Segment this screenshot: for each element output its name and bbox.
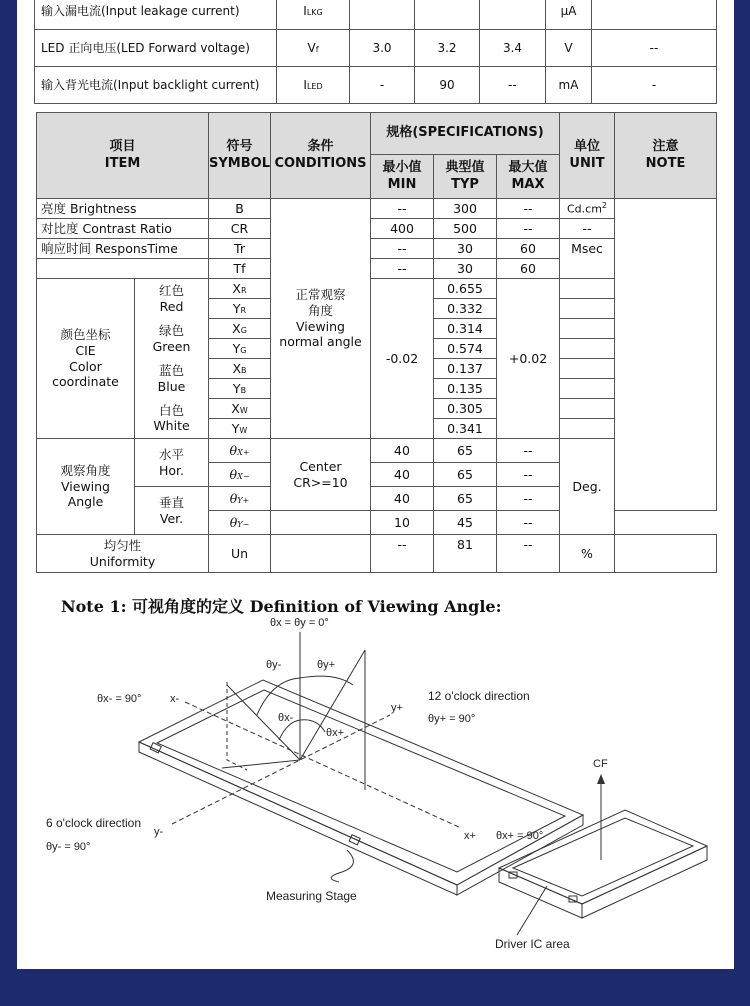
typ-cell	[415, 0, 480, 30]
typ-cell: 30	[434, 239, 497, 259]
condition-line2: CR>=10	[293, 474, 348, 490]
max-cell: --	[497, 439, 560, 463]
unit-cell: Msec	[560, 239, 615, 279]
cf-arrow-head	[597, 774, 605, 784]
symbol-cell: Un	[209, 535, 271, 573]
typ-cell: 500	[434, 219, 497, 239]
header-item	[37, 113, 209, 199]
min-cell: 40	[371, 487, 434, 511]
symbol-text: I	[303, 3, 307, 18]
typ-cell: 0.314	[434, 319, 497, 339]
label-x-minus: x-	[170, 693, 180, 705]
max-cell: --	[480, 67, 546, 104]
param-cell	[35, 0, 277, 30]
unit-cell	[560, 279, 615, 299]
symbol-text: V	[307, 40, 316, 55]
label-theta-y-minus: θy-	[266, 659, 282, 671]
symbol-text: Y	[232, 380, 241, 396]
note-title: Note 1: 可视角度的定义 Definition of Viewing Angle:	[61, 597, 502, 616]
note-cell	[615, 199, 717, 511]
min-cell: 400	[371, 219, 434, 239]
param-text: 输入漏电流(Input leakage current)	[41, 3, 240, 18]
note-cell	[615, 535, 717, 573]
label-theta-y-plus: θy+	[317, 659, 336, 671]
unit-cell	[560, 399, 615, 419]
hor-cell	[135, 439, 209, 487]
symbol-text: X	[231, 400, 240, 416]
condition-en1: Viewing	[296, 318, 345, 334]
typ-cell: 0.135	[434, 379, 497, 399]
header-unit-cn: 单位	[573, 139, 600, 155]
ver-cn: 垂直	[158, 494, 184, 510]
label-cf: CF	[593, 758, 608, 770]
symbol-text: X	[232, 320, 241, 336]
label-top: θx = θy = 0°	[270, 617, 329, 629]
ver-en: Ver.	[159, 510, 184, 526]
condition-cell	[271, 535, 371, 573]
stage-front-edge	[139, 742, 457, 895]
uniformity-cn: 均匀性	[103, 537, 142, 553]
hor-en: Hor.	[158, 462, 184, 478]
header-min-cn: 最小值	[382, 160, 422, 176]
unit-cell	[560, 379, 615, 399]
max-cell: +0.02	[497, 279, 560, 439]
symbol-text: Y	[232, 300, 241, 316]
symbol-cell	[209, 419, 271, 439]
header-item-en: ITEM	[104, 155, 141, 171]
table-row	[37, 535, 717, 573]
symbol-cell: B	[209, 199, 271, 219]
header-conditions-en: CONDITIONS	[274, 155, 367, 171]
symbol-sub: G	[240, 345, 247, 355]
symbol-sub: B	[240, 385, 247, 395]
label-driver-ic: Driver IC area	[495, 937, 570, 951]
item-cell: 对比度 Contrast Ratio	[37, 219, 209, 239]
typ-cell: 0.341	[434, 419, 497, 439]
min-cell: 40	[371, 439, 434, 463]
unit-cell: mA	[546, 67, 592, 104]
typ-cell: 81	[434, 535, 497, 573]
condition-cn1: 正常观察	[295, 287, 346, 303]
color-green-cn: 绿色	[158, 322, 184, 338]
symbol-sub: LED	[306, 81, 323, 91]
color-red-cn: 红色	[158, 283, 184, 299]
unit-cell	[560, 419, 615, 439]
symbol-cell	[209, 339, 271, 359]
table-row	[35, 30, 717, 67]
ray-down	[222, 760, 300, 768]
datasheet-page	[17, 0, 734, 969]
header-item-cn: 项目	[109, 139, 136, 155]
unit-sup: 2	[601, 200, 608, 210]
symbol-text: θ	[229, 514, 238, 530]
min-cell: --	[371, 239, 434, 259]
symbol-text: θ	[229, 466, 238, 482]
max-cell: --	[497, 199, 560, 219]
color-blue-cn: 蓝色	[158, 362, 184, 378]
symbol-cell	[209, 279, 271, 299]
label-theta-y-minus-90: θy- = 90°	[46, 841, 91, 853]
color-green-cell	[135, 319, 209, 359]
symbol-sub: G	[240, 325, 247, 335]
color-white-cn: 白色	[158, 402, 184, 418]
symbol-cell	[277, 67, 350, 104]
table-row	[37, 199, 717, 219]
symbol-text: θ	[229, 490, 238, 506]
typ-cell: 3.2	[415, 30, 480, 67]
color-red-cell	[135, 279, 209, 319]
typ-cell: 65	[434, 487, 497, 511]
symbol-cell	[209, 319, 271, 339]
symbol-sub: B	[241, 365, 247, 375]
header-max	[497, 155, 560, 199]
unit-cell	[546, 0, 592, 30]
symbol-sub: R	[240, 305, 247, 315]
panel-top-surface	[499, 810, 707, 904]
symbol-cell	[209, 399, 271, 419]
condition-en2: normal angle	[279, 334, 362, 350]
symbol-sub: R	[241, 285, 247, 295]
color-blue-cell	[135, 359, 209, 399]
viewing-item-en2: Angle	[67, 494, 104, 510]
label-theta-x-minus-90: θx- = 90°	[97, 693, 142, 705]
driver-ic-leader	[517, 886, 547, 935]
header-min-en: MIN	[387, 176, 417, 192]
color-item-en2: Color	[69, 358, 102, 374]
unit-cell: %	[560, 535, 615, 573]
color-white-cell	[135, 399, 209, 439]
header-max-en: MAX	[511, 176, 545, 192]
header-note-en: NOTE	[645, 155, 686, 171]
measuring-stage-leader	[331, 850, 353, 882]
max-cell: --	[497, 463, 560, 487]
hor-cn: 水平	[158, 446, 184, 462]
typ-cell: 0.332	[434, 299, 497, 319]
uniformity-en: Uniformity	[89, 553, 156, 569]
unit-cell	[560, 339, 615, 359]
unit-cell: V	[546, 30, 592, 67]
max-cell: --	[497, 219, 560, 239]
header-conditions-cn: 条件	[307, 139, 334, 155]
symbol-text: I	[303, 77, 307, 92]
header-max-cn: 最大值	[508, 160, 548, 176]
header-typ-en: TYP	[451, 176, 479, 192]
symbol-text: Y	[232, 340, 241, 356]
symbol-cell	[209, 463, 271, 487]
note-cell: -	[592, 67, 717, 104]
header-typ	[434, 155, 497, 199]
symbol-sub: W	[239, 425, 248, 435]
header-symbol-en: SYMBOL	[209, 155, 270, 171]
label-theta-x-plus: θx+	[326, 727, 345, 739]
electrical-table	[34, 0, 717, 104]
stage-corner-marker	[349, 835, 360, 845]
min-cell: 10	[371, 511, 434, 535]
y-axis-line	[172, 715, 390, 824]
min-cell: -	[350, 67, 415, 104]
note-cell	[592, 0, 717, 30]
max-cell: 3.4	[480, 30, 546, 67]
uniformity-item-cell	[37, 535, 209, 573]
min-cell	[350, 0, 415, 30]
note-cell: --	[592, 30, 717, 67]
item-cell: 亮度 Brightness	[37, 199, 209, 219]
color-blue-en: Blue	[157, 378, 186, 394]
symbol-sub: X−	[237, 471, 250, 481]
symbol-sub: LKG	[306, 7, 323, 17]
symbol-text: X	[232, 360, 242, 376]
viewing-item-en1: Viewing	[61, 478, 110, 494]
symbol-cell	[209, 379, 271, 399]
optical-spec-table	[36, 112, 717, 573]
typ-cell: 65	[434, 463, 497, 487]
symbol-cell: CR	[209, 219, 271, 239]
unit-text: μA	[560, 3, 577, 18]
theta-x-plus-arc	[300, 720, 325, 732]
color-white-en: White	[153, 418, 190, 434]
label-theta-x-plus-90: θx+ = 90°	[496, 830, 544, 842]
symbol-sub: Y+	[237, 495, 250, 505]
stage-right-edge	[457, 815, 583, 895]
typ-cell: 300	[434, 199, 497, 219]
label-clock12: 12 o'clock direction	[428, 689, 530, 703]
max-cell: 60	[497, 259, 560, 279]
item-cell: 响应时间 ResponsTime	[37, 239, 209, 259]
unit-cell	[560, 319, 615, 339]
symbol-sub: W	[239, 405, 248, 415]
label-theta-y-plus-90: θy+ = 90°	[428, 713, 476, 725]
typ-cell: 0.305	[434, 399, 497, 419]
color-item-cn: 颜色坐标	[60, 327, 111, 343]
max-cell: --	[497, 487, 560, 511]
symbol-text: θ	[229, 442, 238, 458]
unit-cell	[560, 199, 615, 219]
label-measuring-stage: Measuring Stage	[266, 889, 357, 903]
symbol-cell	[209, 487, 271, 511]
typ-cell: 0.655	[434, 279, 497, 299]
viewing-angle-diagram	[17, 610, 734, 969]
symbol-cell	[209, 359, 271, 379]
viewing-condition-cell	[271, 439, 371, 511]
color-item-en1: CIE	[75, 342, 96, 358]
symbol-text: X	[232, 280, 241, 296]
header-note-cn: 注意	[652, 139, 679, 155]
color-item-cell	[37, 279, 135, 439]
min-cell: 40	[371, 463, 434, 487]
symbol-cell	[277, 0, 350, 30]
color-red-en: Red	[159, 298, 184, 314]
symbol-cell	[209, 511, 271, 535]
min-cell: --	[371, 535, 434, 573]
header-conditions	[271, 113, 371, 199]
symbol-sub: f	[315, 44, 319, 54]
viewing-item-cell	[37, 439, 135, 535]
condition-line1: Center	[299, 458, 342, 474]
unit-cell: Deg.	[560, 439, 615, 535]
max-cell: 60	[497, 239, 560, 259]
symbol-sub: X+	[237, 447, 250, 457]
header-unit-en: UNIT	[569, 155, 605, 171]
max-cell	[480, 0, 546, 30]
typ-cell: 30	[434, 259, 497, 279]
symbol-sub: Y−	[237, 519, 250, 529]
label-y-plus: y+	[391, 702, 403, 714]
typ-cell: 90	[415, 67, 480, 104]
typ-cell: 0.574	[434, 339, 497, 359]
header-symbol	[209, 113, 271, 199]
viewing-condition-empty	[271, 511, 371, 535]
condition-cn2: 角度	[307, 302, 333, 318]
header-row	[37, 113, 717, 155]
symbol-cell	[209, 299, 271, 319]
symbol-text: Y	[231, 420, 240, 436]
max-cell: --	[497, 535, 560, 573]
typ-cell: 45	[434, 511, 497, 535]
min-cell: --	[371, 259, 434, 279]
item-cell	[37, 259, 209, 279]
symbol-cell	[277, 30, 350, 67]
min-cell: 3.0	[350, 30, 415, 67]
color-green-en: Green	[152, 338, 191, 354]
normal-condition-cell	[271, 199, 371, 439]
header-min	[371, 155, 434, 199]
unit-cell: --	[560, 219, 615, 239]
color-item-en3: coordinate	[52, 374, 119, 390]
header-unit	[560, 113, 615, 199]
unit-cell	[560, 299, 615, 319]
typ-cell: 65	[434, 439, 497, 463]
header-note	[615, 113, 717, 199]
label-theta-x-minus: θx-	[278, 712, 294, 724]
label-y-minus: y-	[154, 826, 164, 838]
label-x-plus: x+	[464, 830, 476, 842]
header-typ-cn: 典型值	[445, 160, 485, 176]
min-cell: --	[371, 199, 434, 219]
viewing-item-cn: 观察角度	[60, 463, 111, 479]
table-row	[35, 67, 717, 104]
unit-cell	[560, 359, 615, 379]
unit-text: Cd.cm	[566, 202, 602, 216]
symbol-cell: Tf	[209, 259, 271, 279]
panel-front-edge	[499, 868, 582, 918]
symbol-cell	[209, 439, 271, 463]
table-row	[35, 0, 717, 30]
header-specs: 规格(SPECIFICATIONS)	[371, 113, 560, 155]
label-clock6: 6 o'clock direction	[46, 816, 142, 830]
symbol-cell: Tr	[209, 239, 271, 259]
param-cell: 输入背光电流(Input backlight current)	[35, 67, 277, 104]
ver-cell	[135, 487, 209, 535]
typ-cell: 0.137	[434, 359, 497, 379]
min-cell: -0.02	[371, 279, 434, 439]
param-cell: LED 正向电压(LED Forward voltage)	[35, 30, 277, 67]
header-symbol-cn: 符号	[226, 139, 253, 155]
max-cell: --	[497, 511, 560, 535]
